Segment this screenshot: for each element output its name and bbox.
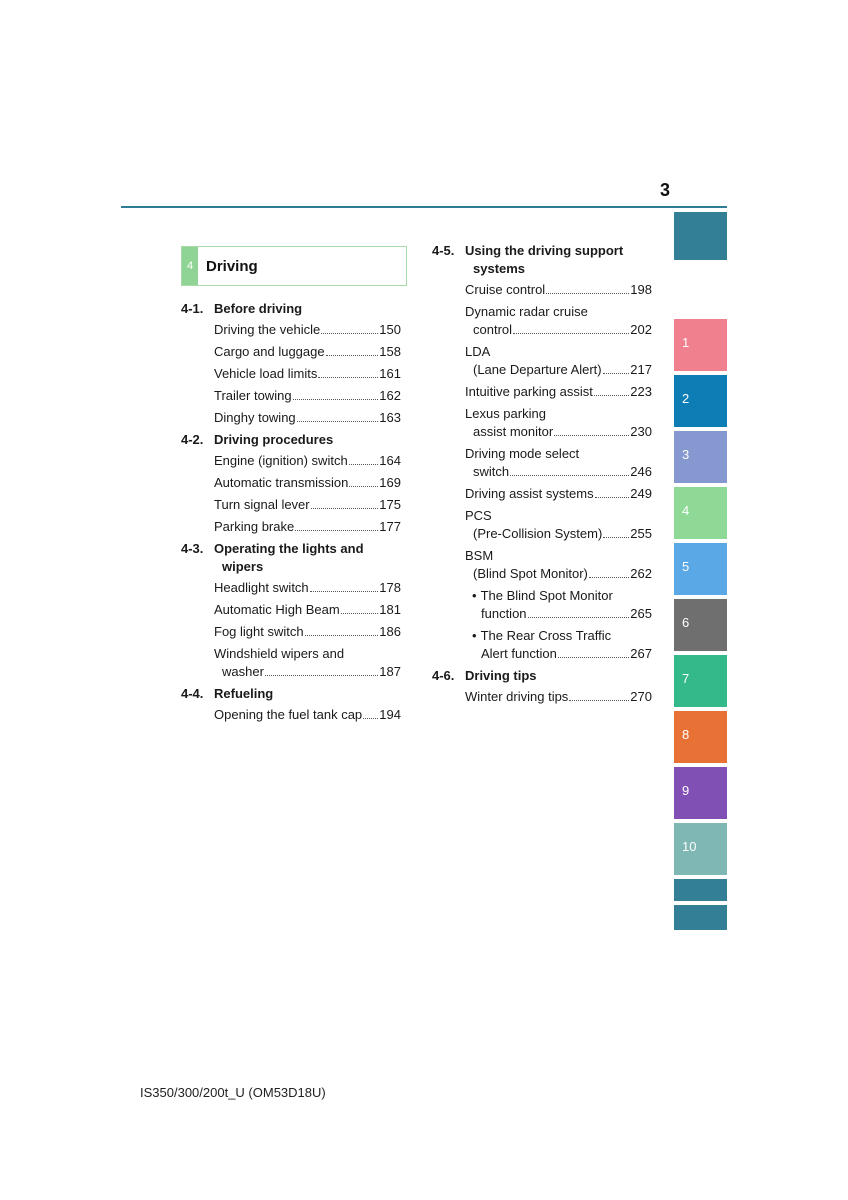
toc-left-column [181, 300, 401, 728]
toc-group-title [181, 540, 401, 576]
toc-entry-label: Engine (ignition) switch [214, 453, 348, 468]
toc-entry-label: Trailer towing [214, 388, 292, 403]
toc-entry-page: 162 [379, 388, 401, 403]
toc-entry-page: 230 [630, 424, 652, 439]
toc-entry-row [214, 387, 401, 405]
dot-leader [528, 617, 630, 618]
footer-model-code: IS350/300/200t_U (OM53D18U) [140, 1085, 326, 1100]
chapter-tab-label: 9 [682, 783, 690, 798]
toc-entry[interactable] [214, 579, 401, 597]
dot-leader [558, 657, 629, 658]
toc-group-name-line2: wipers [222, 559, 264, 574]
chapter-tab-label: 7 [682, 671, 690, 686]
dot-leader [318, 377, 378, 378]
toc-entry-label: Headlight switch [214, 580, 309, 595]
toc-entry-label: assist monitor [473, 424, 554, 439]
toc-entry-page: 249 [630, 486, 652, 501]
chapter-tab-blank[interactable] [674, 212, 727, 260]
chapter-tab-blank[interactable] [674, 879, 727, 901]
dot-leader [513, 333, 629, 334]
toc-entry-page: 267 [630, 646, 652, 661]
chapter-tab-blank[interactable] [674, 905, 727, 930]
toc-entry-page: 150 [379, 322, 401, 337]
toc-entry[interactable] [214, 496, 401, 514]
toc-entry-row [465, 281, 652, 299]
dot-leader [326, 355, 379, 356]
toc-entry-label: Automatic transmission [214, 475, 349, 490]
chapter-tab-8[interactable] [674, 711, 727, 763]
toc-entry[interactable] [214, 409, 401, 427]
dot-leader [265, 675, 378, 676]
dot-leader [554, 435, 629, 436]
toc-entry-label-line1: Windshield wipers and [214, 646, 345, 661]
toc-entry-page: 194 [379, 707, 401, 722]
toc-entry-label: (Lane Departure Alert) [473, 362, 602, 377]
chapter-tab-label: 3 [682, 447, 690, 462]
toc-entry-label: Fog light switch [214, 624, 304, 639]
toc-entry[interactable] [214, 365, 401, 383]
toc-entry-page: 187 [379, 664, 401, 679]
toc-entry-page: 217 [630, 362, 652, 377]
header-rule [121, 206, 727, 208]
toc-group-name: Using the driving support systems [465, 242, 652, 278]
dot-leader [603, 373, 630, 374]
toc-entry-label-line1: Dynamic radar cruise [465, 304, 588, 319]
toc-group-title [432, 667, 652, 685]
toc-entry-label: Driving assist systems [465, 486, 594, 501]
toc-entry[interactable] [214, 452, 401, 470]
dot-leader [595, 497, 630, 498]
toc-entry-page: 164 [379, 453, 401, 468]
chapter-tab-1[interactable] [674, 319, 727, 371]
toc-entry-page: 186 [379, 624, 401, 639]
toc-entry-row [214, 601, 401, 619]
toc-entry-label-line1: Lexus parking [465, 406, 546, 421]
toc-entry-row [465, 463, 652, 481]
toc-entry-row [214, 365, 401, 383]
toc-entry-row [214, 409, 401, 427]
toc-entry-label: Dinghy towing [214, 410, 296, 425]
chapter-tab-label: 1 [682, 335, 690, 350]
toc-entry[interactable] [472, 627, 652, 663]
toc-entry-row [465, 525, 652, 543]
dot-leader [349, 464, 379, 465]
toc-entry-row [465, 485, 652, 503]
toc-entry-row [465, 423, 652, 441]
chapter-tab-10[interactable] [674, 823, 727, 875]
toc-entry-label: switch [473, 464, 510, 479]
chapter-tab-3[interactable] [674, 431, 727, 483]
toc-group-number: 4-3. [181, 541, 204, 556]
toc-entry-label: function [481, 606, 527, 621]
chapter-tab-5[interactable] [674, 543, 727, 595]
toc-entry-row [465, 321, 652, 339]
dot-leader [311, 508, 379, 509]
toc-entry-label-line1: BSM [465, 548, 494, 563]
toc-entry-label: Driving the vehicle [214, 322, 321, 337]
chapter-tab-label: 6 [682, 615, 690, 630]
toc-group-number: 4-5. [432, 243, 455, 258]
toc-entry-page: 246 [630, 464, 652, 479]
toc-entry-row [214, 706, 401, 724]
toc-group-title [181, 431, 401, 449]
toc-entry-label: Opening the fuel tank cap [214, 707, 363, 722]
toc-entry-page: 175 [379, 497, 401, 512]
dot-leader [297, 421, 379, 422]
chapter-tab-7[interactable] [674, 655, 727, 707]
toc-entry[interactable] [214, 343, 401, 361]
toc-group-name-line2: systems [473, 261, 526, 276]
toc-entry-page: 169 [379, 475, 401, 490]
toc-entry-row [214, 452, 401, 470]
toc-entry[interactable] [465, 485, 652, 503]
toc-entry-page: 181 [379, 602, 401, 617]
toc-entry-label: Automatic High Beam [214, 602, 340, 617]
toc-entry[interactable] [465, 405, 652, 441]
toc-entry-label: Cargo and luggage [214, 344, 325, 359]
toc-entry[interactable] [214, 474, 401, 492]
chapter-tab-label: 2 [682, 391, 690, 406]
dot-leader [594, 395, 629, 396]
toc-entry[interactable] [465, 688, 652, 706]
toc-entry-label-line1: Driving mode select [465, 446, 580, 461]
toc-entry-label: control [473, 322, 513, 337]
toc-entry-page: 255 [630, 526, 652, 541]
dot-leader [293, 399, 379, 400]
toc-entry[interactable] [472, 587, 652, 623]
toc-entry[interactable] [465, 445, 652, 481]
toc-entry-row [465, 361, 652, 379]
dot-leader [510, 475, 629, 476]
dot-leader [546, 293, 629, 294]
toc-entry-page: 270 [630, 689, 652, 704]
toc-group-number: 4-1. [181, 301, 204, 316]
toc-right-column [432, 242, 652, 710]
chapter-tab-2[interactable] [674, 375, 727, 427]
toc-entry[interactable] [465, 343, 652, 379]
toc-entry-row [214, 321, 401, 339]
chapter-tab-label: 5 [682, 559, 690, 574]
toc-group-title [181, 685, 401, 703]
toc-entry-row [214, 518, 401, 536]
toc-entry-row [214, 474, 401, 492]
toc-entry-row [214, 496, 401, 514]
toc-entry-row [465, 383, 652, 401]
toc-entry-label: (Blind Spot Monitor) [473, 566, 588, 581]
dot-leader [589, 577, 629, 578]
toc-group-title [432, 242, 652, 278]
page-number: 3 [659, 180, 670, 200]
chapter-tab-label: 4 [682, 503, 690, 518]
chapter-tab-9[interactable] [674, 767, 727, 819]
section-title: Driving [206, 257, 258, 275]
toc-group-number: 4-2. [181, 432, 204, 447]
toc-entry-page: 158 [379, 344, 401, 359]
toc-entry[interactable] [214, 645, 401, 681]
chapter-tab-label: 10 [682, 839, 697, 854]
dot-leader [341, 613, 379, 614]
toc-entry-label-line1: • The Rear Cross Traffic [472, 627, 652, 645]
toc-entry-page: 198 [630, 282, 652, 297]
chapter-tab-label: 8 [682, 727, 690, 742]
toc-entry-label-line1: LDA [465, 344, 491, 359]
toc-entry-label: Intuitive parking assist [465, 384, 593, 399]
toc-entry[interactable] [214, 387, 401, 405]
dot-leader [603, 537, 629, 538]
toc-entry[interactable] [465, 383, 652, 401]
toc-entry-row [472, 605, 652, 623]
toc-group-name: Driving tips [465, 668, 537, 683]
toc-entry-page: 178 [379, 580, 401, 595]
chapter-tab-6[interactable] [674, 599, 727, 651]
toc-entry-row [465, 688, 652, 706]
toc-entry-page: 163 [379, 410, 401, 425]
toc-group-name: Refueling [214, 686, 274, 701]
toc-entry[interactable] [465, 281, 652, 299]
section-number: 4 [182, 247, 198, 285]
toc-entry-row [472, 645, 652, 663]
toc-entry-label: Vehicle load limits [214, 366, 318, 381]
toc-entry-row [214, 343, 401, 361]
toc-entry-row [465, 565, 652, 583]
toc-entry-label: Turn signal lever [214, 497, 310, 512]
toc-entry[interactable] [214, 706, 401, 724]
toc-entry-row [214, 579, 401, 597]
toc-entry[interactable] [465, 507, 652, 543]
toc-entry[interactable] [465, 303, 652, 339]
dot-leader [305, 635, 379, 636]
toc-group-number: 4-4. [181, 686, 204, 701]
toc-entry-page: 202 [630, 322, 652, 337]
toc-entry[interactable] [214, 623, 401, 641]
toc-entry-label: Cruise control [465, 282, 546, 297]
toc-entry-page: 177 [379, 519, 401, 534]
toc-group-name: Before driving [214, 301, 303, 316]
dot-leader [295, 530, 378, 531]
toc-entry-row [214, 623, 401, 641]
dot-leader [363, 718, 378, 719]
toc-group-name: Operating the lights and wipers [214, 540, 401, 576]
toc-entry[interactable] [214, 601, 401, 619]
dot-leader [569, 700, 629, 701]
toc-entry-page: 265 [630, 606, 652, 621]
chapter-tab-4[interactable] [674, 487, 727, 539]
toc-entry-label: Alert function [481, 646, 557, 661]
toc-group-title [181, 300, 401, 318]
toc-entry-row [214, 663, 401, 681]
toc-entry[interactable] [214, 321, 401, 339]
toc-entry-page: 223 [630, 384, 652, 399]
toc-entry-label: Winter driving tips [465, 689, 569, 704]
toc-entry[interactable] [214, 518, 401, 536]
dot-leader [349, 486, 378, 487]
toc-entry-label: (Pre-Collision System) [473, 526, 603, 541]
toc-entry-label: Parking brake [214, 519, 295, 534]
toc-group-name: Driving procedures [214, 432, 334, 447]
toc-entry-page: 161 [379, 366, 401, 381]
toc-group-number: 4-6. [432, 668, 455, 683]
toc-entry-page: 262 [630, 566, 652, 581]
toc-entry-label-line1: PCS [465, 508, 492, 523]
dot-leader [310, 591, 379, 592]
toc-entry-label-line1: • The Blind Spot Monitor [472, 587, 652, 605]
toc-entry-label: washer [222, 664, 264, 679]
section-header [181, 246, 407, 286]
toc-entry[interactable] [465, 547, 652, 583]
dot-leader [321, 333, 378, 334]
